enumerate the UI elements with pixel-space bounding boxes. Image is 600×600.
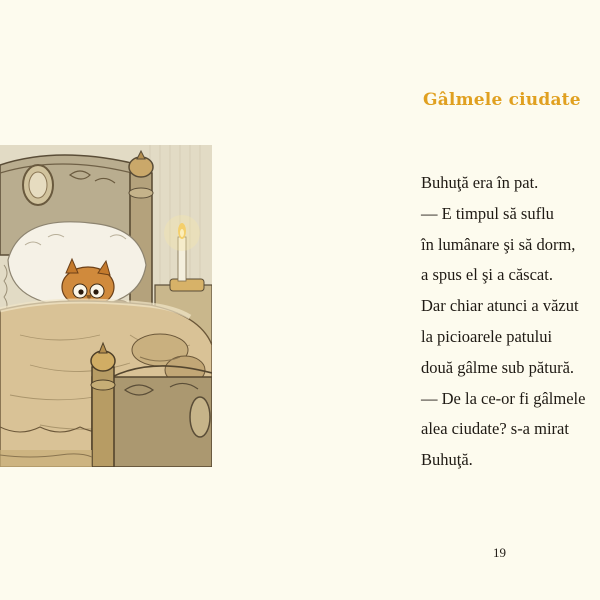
owl-in-bed-drawing [0, 145, 212, 467]
story-line: alea ciudate? s-a mirat [421, 419, 569, 439]
story-line: a spus el şi a căscat. [421, 265, 553, 285]
story-line: două gâlme sub pătură. [421, 357, 575, 377]
page-number: 19 [493, 545, 506, 560]
owl-in-bed-illustration [0, 145, 212, 467]
chapter-title: Gâlmele ciudate [423, 90, 581, 110]
story-line: Buhuţă era în pat. [421, 173, 539, 192]
story-line: la picioarele patului [421, 326, 553, 346]
story-line: — De la ce-or fi gâlmele [421, 388, 586, 408]
story-line: în lumânare şi să dorm, [421, 234, 576, 254]
story-line: — E timpul să suflu [421, 203, 554, 223]
story-line: Buhuţă. [421, 450, 473, 470]
story-text [421, 168, 600, 476]
story-line: Dar chiar atunci a văzut [421, 296, 579, 316]
